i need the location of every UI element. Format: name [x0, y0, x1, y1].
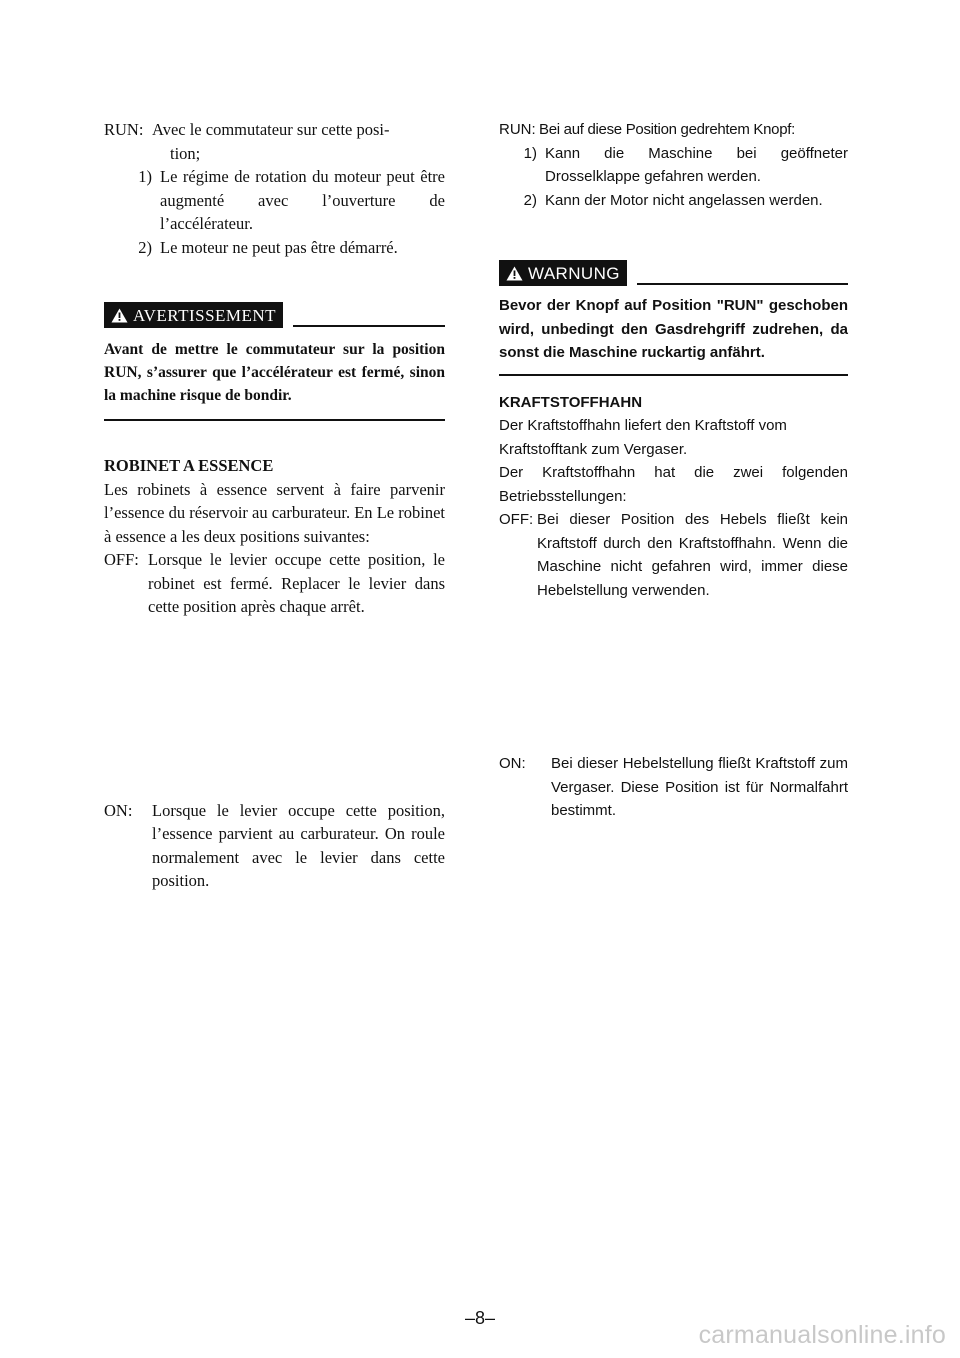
de-on-section: [499, 752, 848, 823]
fr-on-text: Lorsque le levier occupe cette position, l’essence parvient au carburateur. On roule normalement avec le levier dans cette position.: [152, 800, 445, 890]
de-run-item1-num: 1): [523, 144, 537, 162]
de-warning-rule: [637, 283, 848, 285]
fr-on-section: [104, 799, 445, 893]
de-off-label: OFF:: [499, 511, 534, 528]
fr-run-item1-num: 1): [138, 167, 152, 186]
de-off-text: Bei dieser Position des Hebels fließt kein Kraftstoff durch den Kraftstoffhahn. Wenn die Maschine nicht gefahren wird, immer diese Hebelstellung verwenden.: [537, 511, 848, 599]
de-warning-bottom-rule: [499, 374, 848, 376]
de-fuel-para2: Der Kraftstoffhahn hat die zwei folgenden Betriebsstellungen:: [499, 464, 848, 505]
fr-run-item2-num: 2): [138, 237, 152, 257]
fr-run-label: RUN:: [104, 120, 144, 139]
fr-fuel-section: [104, 454, 445, 619]
fr-off-text: Lorsque le levier occupe cette position, le robinet est fermé. Replacer le levier dans cette position après chaque arrêt.: [148, 550, 445, 616]
de-run-item2-num: 2): [523, 191, 537, 209]
fr-warning-block: [104, 300, 445, 421]
fr-run-item2-text: Le moteur ne peut pas être démarré.: [160, 237, 398, 257]
de-run-line1: Bei auf diese Position gedrehtem Knopf:: [539, 121, 795, 138]
de-on-label: ON:: [499, 755, 526, 772]
fr-warning-title: AVERTISSEMENT: [133, 305, 277, 325]
fr-fuel-para: Les robinets à essence servent à faire parvenir l’essence du réservoir au carburateur. En Le robinet à essence a les deux positions suivantes:: [104, 479, 445, 546]
fr-warning-text: Avant de mettre le commutateur sur la position RUN, s’assurer que l’accélérateur est fermé, sinon la machine risque de bondir.: [104, 341, 445, 404]
fr-run-item1-text: Le régime de rotation du moteur peut être augmenté avec l’ouverture de l’accélérateur.: [160, 167, 445, 233]
warning-triangle-icon: [506, 266, 523, 281]
fr-run-line1: Avec le commutateur sur cette posi-: [152, 120, 390, 139]
fr-warning-badge: [104, 302, 283, 328]
fr-on-label: ON:: [104, 800, 133, 820]
warning-triangle-icon: [111, 308, 128, 323]
de-fuel-heading: KRAFTSTOFFHAHN: [499, 393, 643, 411]
de-warning-badge: [499, 260, 627, 286]
fr-run-section: [104, 118, 445, 259]
fr-off-label: OFF:: [104, 550, 139, 569]
de-run-section: [499, 118, 848, 212]
de-warning-text: Bevor der Knopf auf Position "RUN" geschoben wird, unbedingt den Gasdrehgriff zudrehen, da sonst die Maschine ruckartig anfährt.: [499, 297, 848, 361]
fr-warning-rule: [293, 325, 445, 327]
de-warning-title: WARNUNG: [528, 263, 620, 283]
de-on-text: Bei dieser Hebelstellung fließt Kraftstoff zum Vergaser. Diese Position ist für Normalfahrt bestimmt.: [551, 755, 848, 819]
de-warning-block: [499, 258, 848, 376]
fr-run-line2: tion;: [170, 143, 201, 163]
de-run-label: RUN:: [499, 121, 536, 138]
de-run-item2-text: Kann der Motor nicht angelassen werden.: [545, 191, 823, 209]
fr-warning-bottom-rule: [104, 419, 445, 421]
de-fuel-section: [499, 391, 848, 603]
german-column: [499, 118, 848, 823]
de-run-item1-text: Kann die Maschine bei geöffneter Drosselklappe gefahren werden.: [545, 144, 848, 185]
page-number: –8–: [464, 1308, 496, 1328]
de-fuel-para1: Der Kraftstoffhahn liefert den Kraftstoff vom Kraftstofftank zum Vergaser.: [499, 417, 787, 458]
french-column: [104, 118, 445, 893]
watermark: carmanualsonline.info: [698, 1321, 946, 1349]
fr-fuel-heading: ROBINET A ESSENCE: [104, 456, 274, 475]
